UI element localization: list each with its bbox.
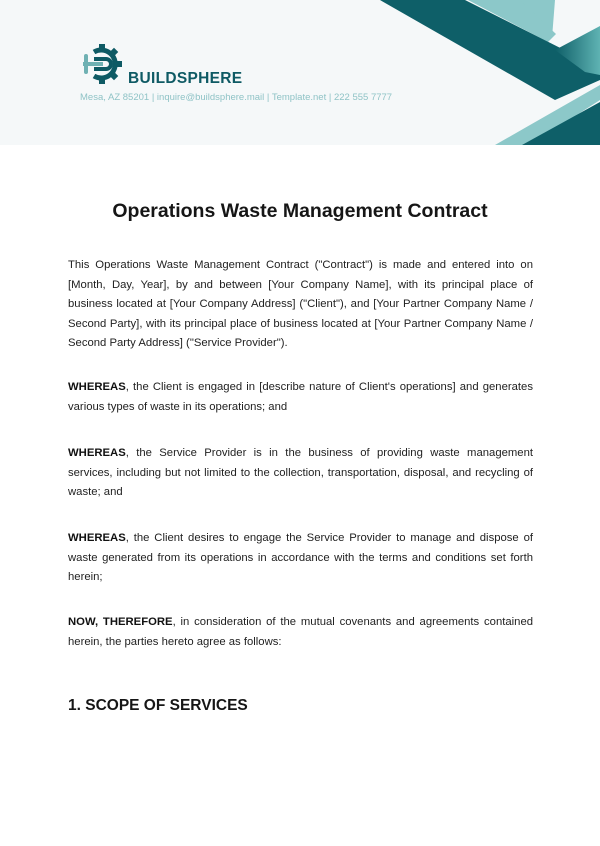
clause-lead: WHEREAS bbox=[68, 447, 126, 459]
clause-lead: NOW, THEREFORE bbox=[68, 616, 173, 628]
intro-paragraph bbox=[68, 256, 533, 354]
contact-line: Mesa, AZ 85201 | inquire@buildsphere.mail | Template.net | 222 555 7777 bbox=[80, 92, 393, 103]
whereas-clause-1 bbox=[68, 378, 533, 417]
clause-text: , the Service Provider is in the business of providing waste management services, including but not limited to the collection, transportation, disposal, and recycling of waste; and bbox=[68, 447, 533, 498]
now-therefore-clause bbox=[68, 613, 533, 652]
clause-text: , in consideration of the mutual covenants and agreements contained herein, the parties hereto agree as follows: bbox=[68, 616, 534, 648]
whereas-clause-2 bbox=[68, 444, 533, 503]
paragraph-text: This Operations Waste Management Contract ("Contract") is made and entered into on [Month, Day, Year], by and between [Your Company Name], with its principal place of business located at [Your Company Address] ("Client"), and [Your Partner Company Name / Second Party], with its principal place of business located at [Your Partner Company Name / Second Party Address] ("Service Provider"). bbox=[68, 259, 533, 349]
clause-lead: WHEREAS bbox=[68, 381, 126, 393]
whereas-clause-3 bbox=[68, 529, 533, 588]
clause-lead: WHEREAS bbox=[68, 532, 126, 544]
document-title: Operations Waste Management Contract bbox=[112, 200, 488, 222]
clause-text: , the Client desires to engage the Service Provider to manage and dispose of waste generated from its operations in accordance with the terms and conditions set forth herein; bbox=[68, 532, 533, 583]
gear-plug-icon bbox=[80, 42, 124, 86]
letterhead bbox=[0, 0, 600, 145]
section-heading: 1. SCOPE OF SERVICES bbox=[68, 697, 248, 714]
brand-name: BUILDSPHERE bbox=[128, 70, 243, 87]
clause-text: , the Client is engaged in [describe nature of Client's operations] and generates various types of waste in its operations; and bbox=[68, 381, 533, 413]
